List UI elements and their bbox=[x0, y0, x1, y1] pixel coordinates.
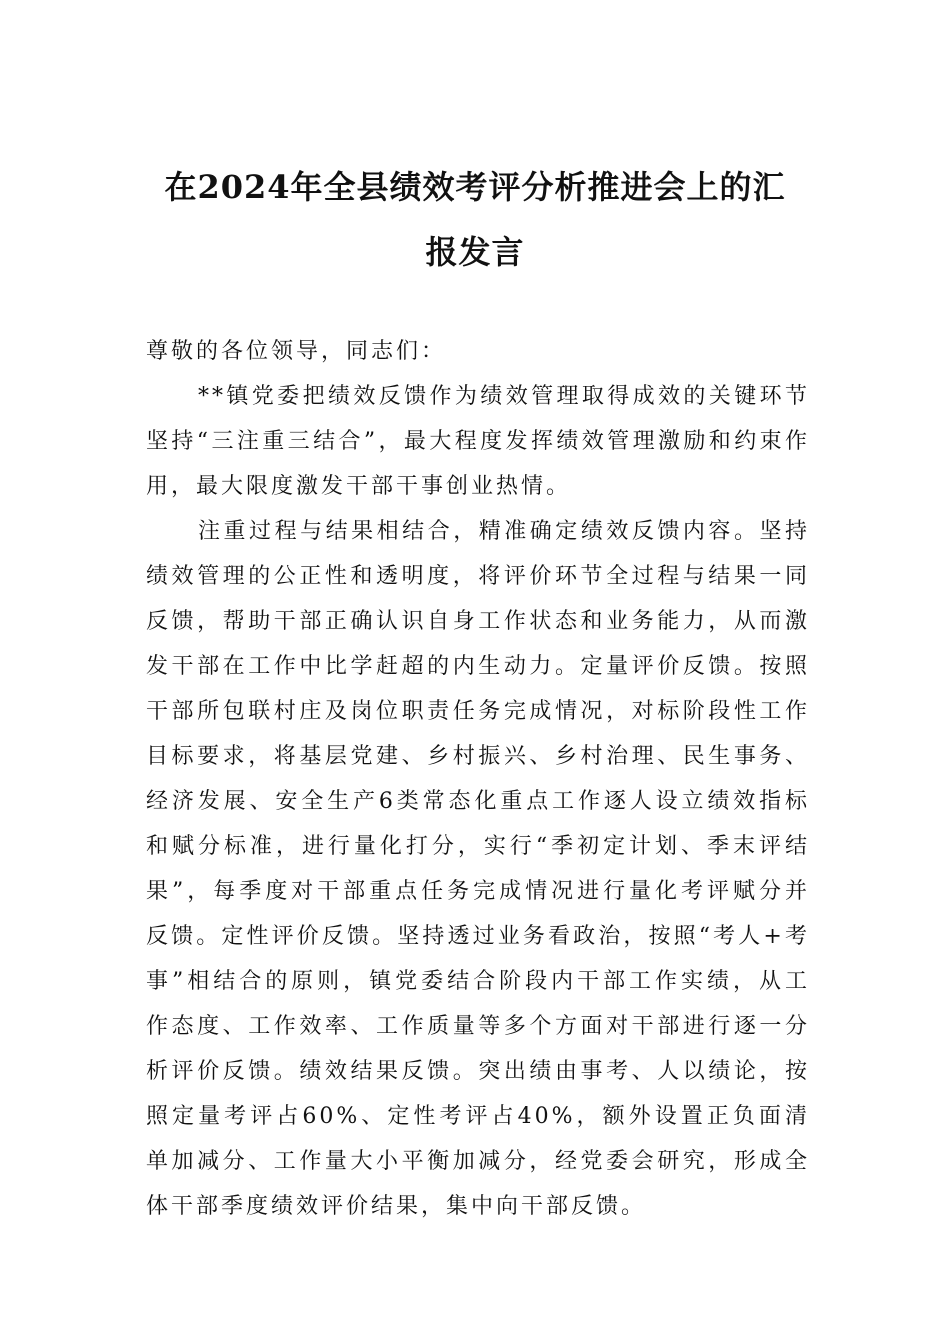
paragraph: 注重过程与结果相结合，精准确定绩效反馈内容。坚持绩效管理的公正性和透明度，将评价环节全过程与结果一同反馈，帮助干部正确认识自身工作状态和业务能力，从而激发干部在工作中比学赶超的内生动力。定量评价反馈。按照干部所包联村庄及岗位职责任务完成情况，对标阶段性工作目标要求，将基层党建、乡村振兴、乡村治理、民生事务、经济发展、安全生产6类常态化重点工作逐人设立绩效指标和赋分标准，进行量化打分，实行“季初定计划、季末评结果”，每季度对干部重点任务完成情况进行量化考评赋分并反馈。定性评价反馈。坚持透过业务看政治，按照“考人+考事”相结合的原则，镇党委结合阶段内干部工作实绩，从工作态度、工作效率、工作质量等多个方面对干部进行逐一分析评价反馈。绩效结果反馈。突出绩由事考、人以绩论，按照定量考评占60%、定性考评占40%，额外设置正负面清单加减分、工作量大小平衡加减分，经党委会研究，形成全体干部季度绩效评价结果，集中向干部反馈。 bbox=[146, 519, 810, 1219]
document-body bbox=[146, 329, 810, 1229]
document-title-line-1: 在2024年全县绩效考评分析推进会上的汇 bbox=[164, 168, 786, 206]
paragraph: **镇党委把绩效反馈作为绩效管理取得成效的关键环节坚持“三注重三结合”，最大程度发挥绩效管理激励和约束作用，最大限度激发干部干事创业热情。 bbox=[146, 384, 810, 499]
document-title-line-2: 报发言 bbox=[425, 233, 525, 271]
greeting: 尊敬的各位领导，同志们： bbox=[146, 339, 447, 364]
